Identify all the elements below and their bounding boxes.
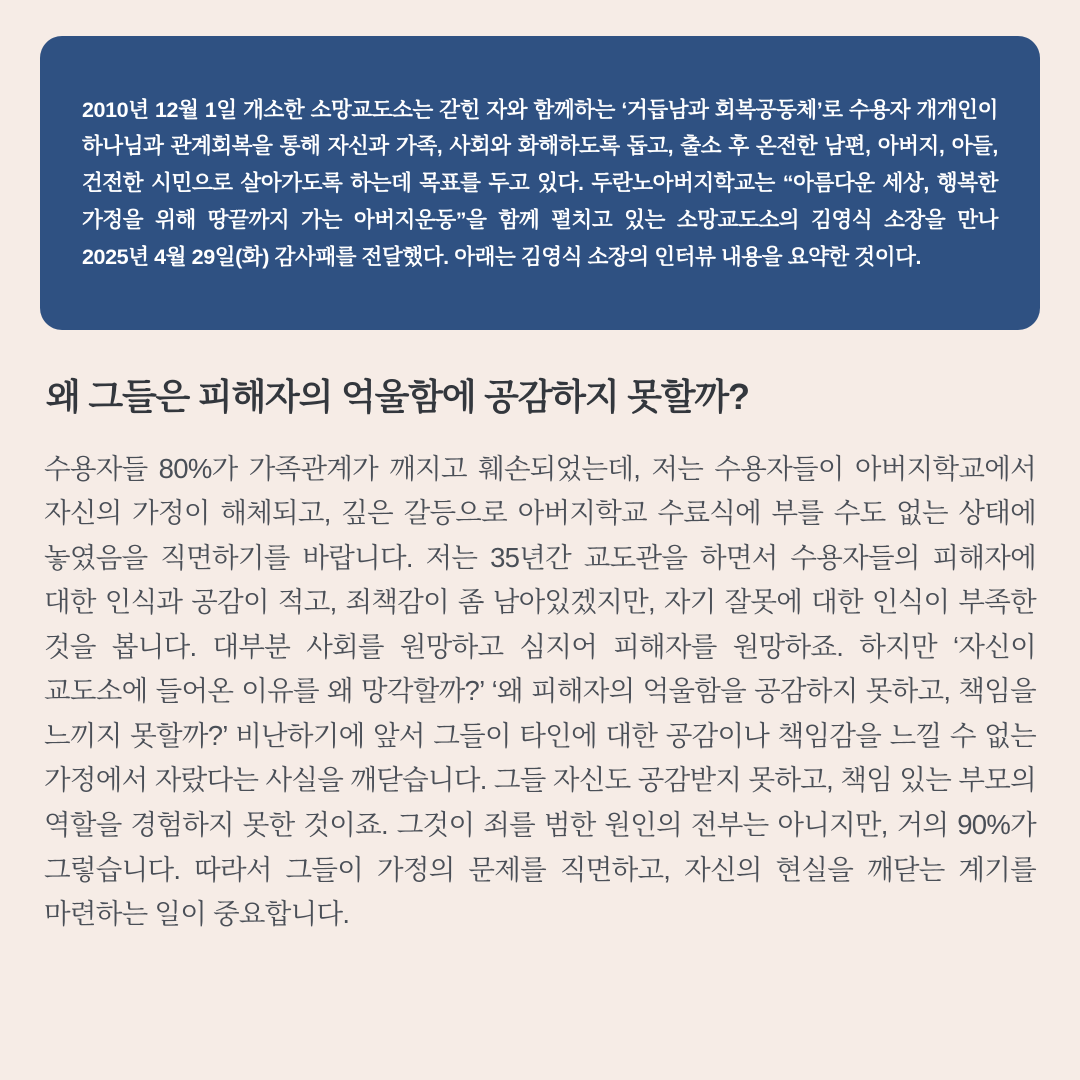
page-title: 왜 그들은 피해자의 억울함에 공감하지 못할까?: [46, 375, 749, 417]
body-paragraph: 수용자들 80%가 가족관계가 깨지고 훼손되었는데, 저는 수용자들이 아버지학교에서 자신의 가정이 해체되고, 깊은 갈등으로 아버지학교 수료식에 부를 수도 없는 상태에 놓였음을 직면하기를 바랍니다. 저는 35년간 교도관을 하면서 수용자들의 피해자에 대한 인식과 공감이 적고, 죄책감이 좀 남아있겠지만, 자기 잘못에 대한 인식이 부족한 것을 봅니다. 대부분 사회를 원망하고 심지어 피해자를 원망하죠. 하지만 ‘자신이 교도소에 들어온 이유를 왜 망각할까?’ ‘왜 피해자의 억울함을 공감하지 못하고, 책임을 느끼지 못할까?’ 비난하기에 앞서 그들이 타인에 대한 공감이나 책임감을 느낄 수 없는 가정에서 자랐다는 사실을 깨닫습니다. 그들 자신도 공감받지 못하고, 책임 있는 부모의 역할을 경험하지 못한 것이죠. 그것이 죄를 범한 원인의 전부는 아니지만, 거의 90%가 그렇습니다. 따라서 그들이 가정의 문제를 직면하고, 자신의 현실을 깨닫는 계기를 마련하는 일이 중요합니다.: [44, 452, 1037, 930]
intro-card: [40, 36, 1040, 330]
intro-paragraph: 2010년 12월 1일 개소한 소망교도소는 갇힌 자와 함께하는 ‘거듭남과 회복공동체’로 수용자 개개인이 하나님과 관계회복을 통해 자신과 가족, 사회와 화해하도록 돕고, 출소 후 온전한 남편, 아버지, 아들, 건전한 시민으로 살아가도록 하는데 목표를 두고 있다. 두란노아버지학교는 “아름다운 세상, 행복한 가정을 위해 땅끝까지 가는 아버지운동”을 함께 펼치고 있는 소망교도소의 김영식 소장을 만나 2025년 4월 29일(화) 감사패를 전달했다. 아래는 김영식 소장의 인터뷰 내용을 요약한 것이다.: [82, 97, 998, 270]
